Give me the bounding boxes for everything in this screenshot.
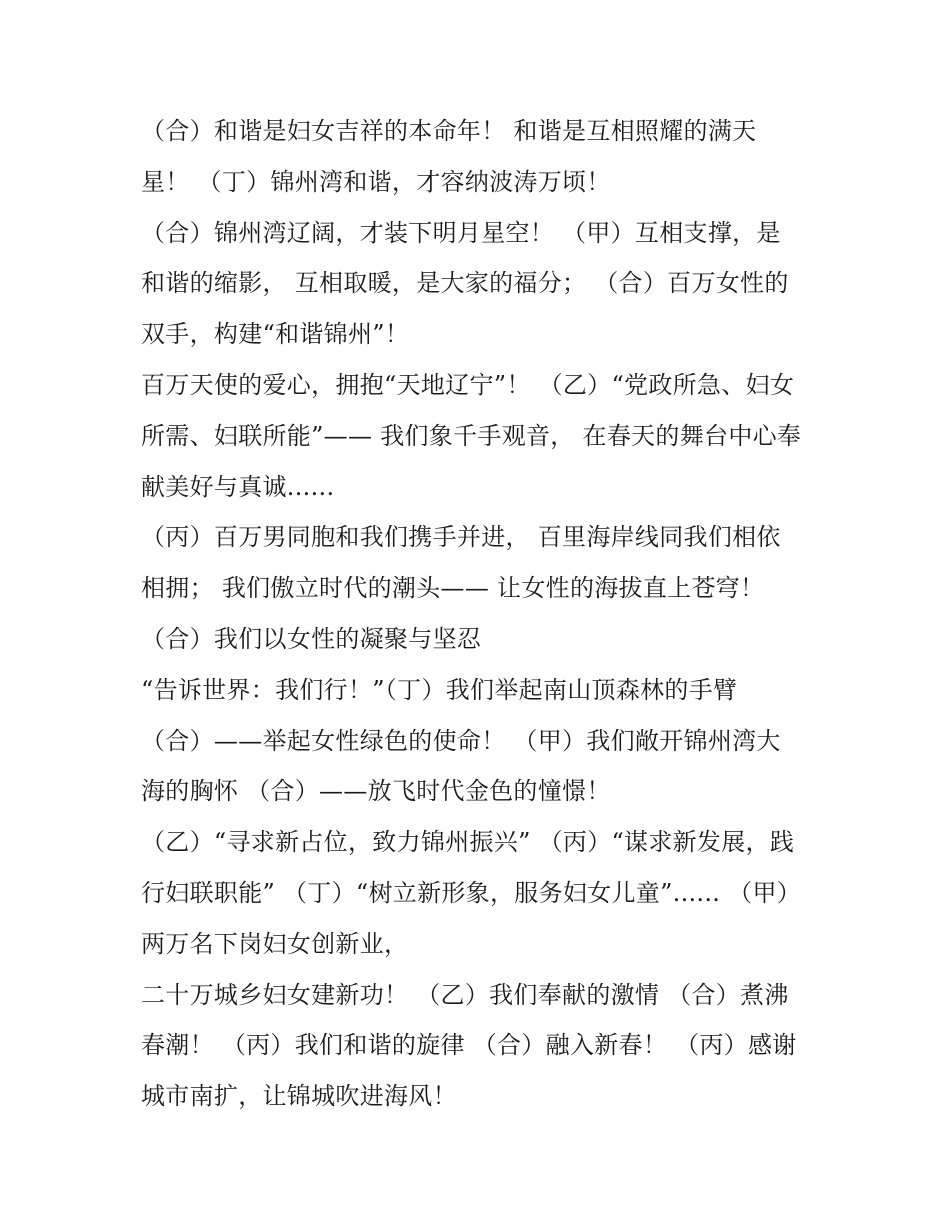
text-line: 海的胸怀 （合）——放飞时代金色的憧憬！ <box>141 777 611 806</box>
text-line: 星！ （丁）锦州湾和谐，才容纳波涛万顷！ <box>141 167 611 196</box>
text-line: （合）和谐是妇女吉祥的本命年！ 和谐是互相照耀的满天 <box>141 117 757 145</box>
text-line: 相拥； 我们傲立时代的潮头—— 让女性的海拔直上苍穹！ <box>141 574 765 603</box>
text-line: （合）我们以女性的凝聚与坚忍 <box>141 624 482 653</box>
text-line: 百万天使的爱心，拥抱“天地辽宁”！ （乙）“党政所急、妇女 <box>141 370 795 399</box>
text-line: 所需、妇联所能”—— 我们象千手观音， 在春天的舞台中心奉 <box>141 421 802 450</box>
text-line: 春潮！ （丙）我们和谐的旋律 （合）融入新春！ （丙）感谢 <box>141 1031 797 1060</box>
text-line: （乙）“寻求新占位，致力锦州振兴” （丙）“谋求新发展，践 <box>141 828 795 857</box>
text-line: 二十万城乡妇女建新功！ （乙）我们奉献的激情 （合）煮沸 <box>141 980 789 1009</box>
document-body <box>141 106 821 1122</box>
text-line: （合）——举起女性绿色的使命！ （甲）我们敞开锦州湾大 <box>141 726 781 755</box>
text-line: （丙）百万男同胞和我们携手并进， 百里海岸线同我们相依 <box>141 523 781 552</box>
text-line: 献美好与真诚...... <box>141 472 335 501</box>
text-line: 两万名下岗妇女创新业， <box>141 929 409 958</box>
text-line: （合）锦州湾辽阔，才装下明月星空！ （甲）互相支撑，是 <box>141 218 781 247</box>
text-line: 和谐的缩影， 互相取暖，是大家的福分； （合）百万女性的 <box>141 269 789 298</box>
text-line: 行妇联职能” （丁）“树立新形象，服务妇女儿童”...... （甲） <box>141 878 802 907</box>
text-line: 城市南扩，让锦城吹进海风！ <box>141 1082 457 1111</box>
text-line: “告诉世界：我们行！”（丁）我们举起南山顶森林的手臂 <box>141 675 738 704</box>
text-line: 双手，构建“和谐锦州”！ <box>141 320 410 349</box>
